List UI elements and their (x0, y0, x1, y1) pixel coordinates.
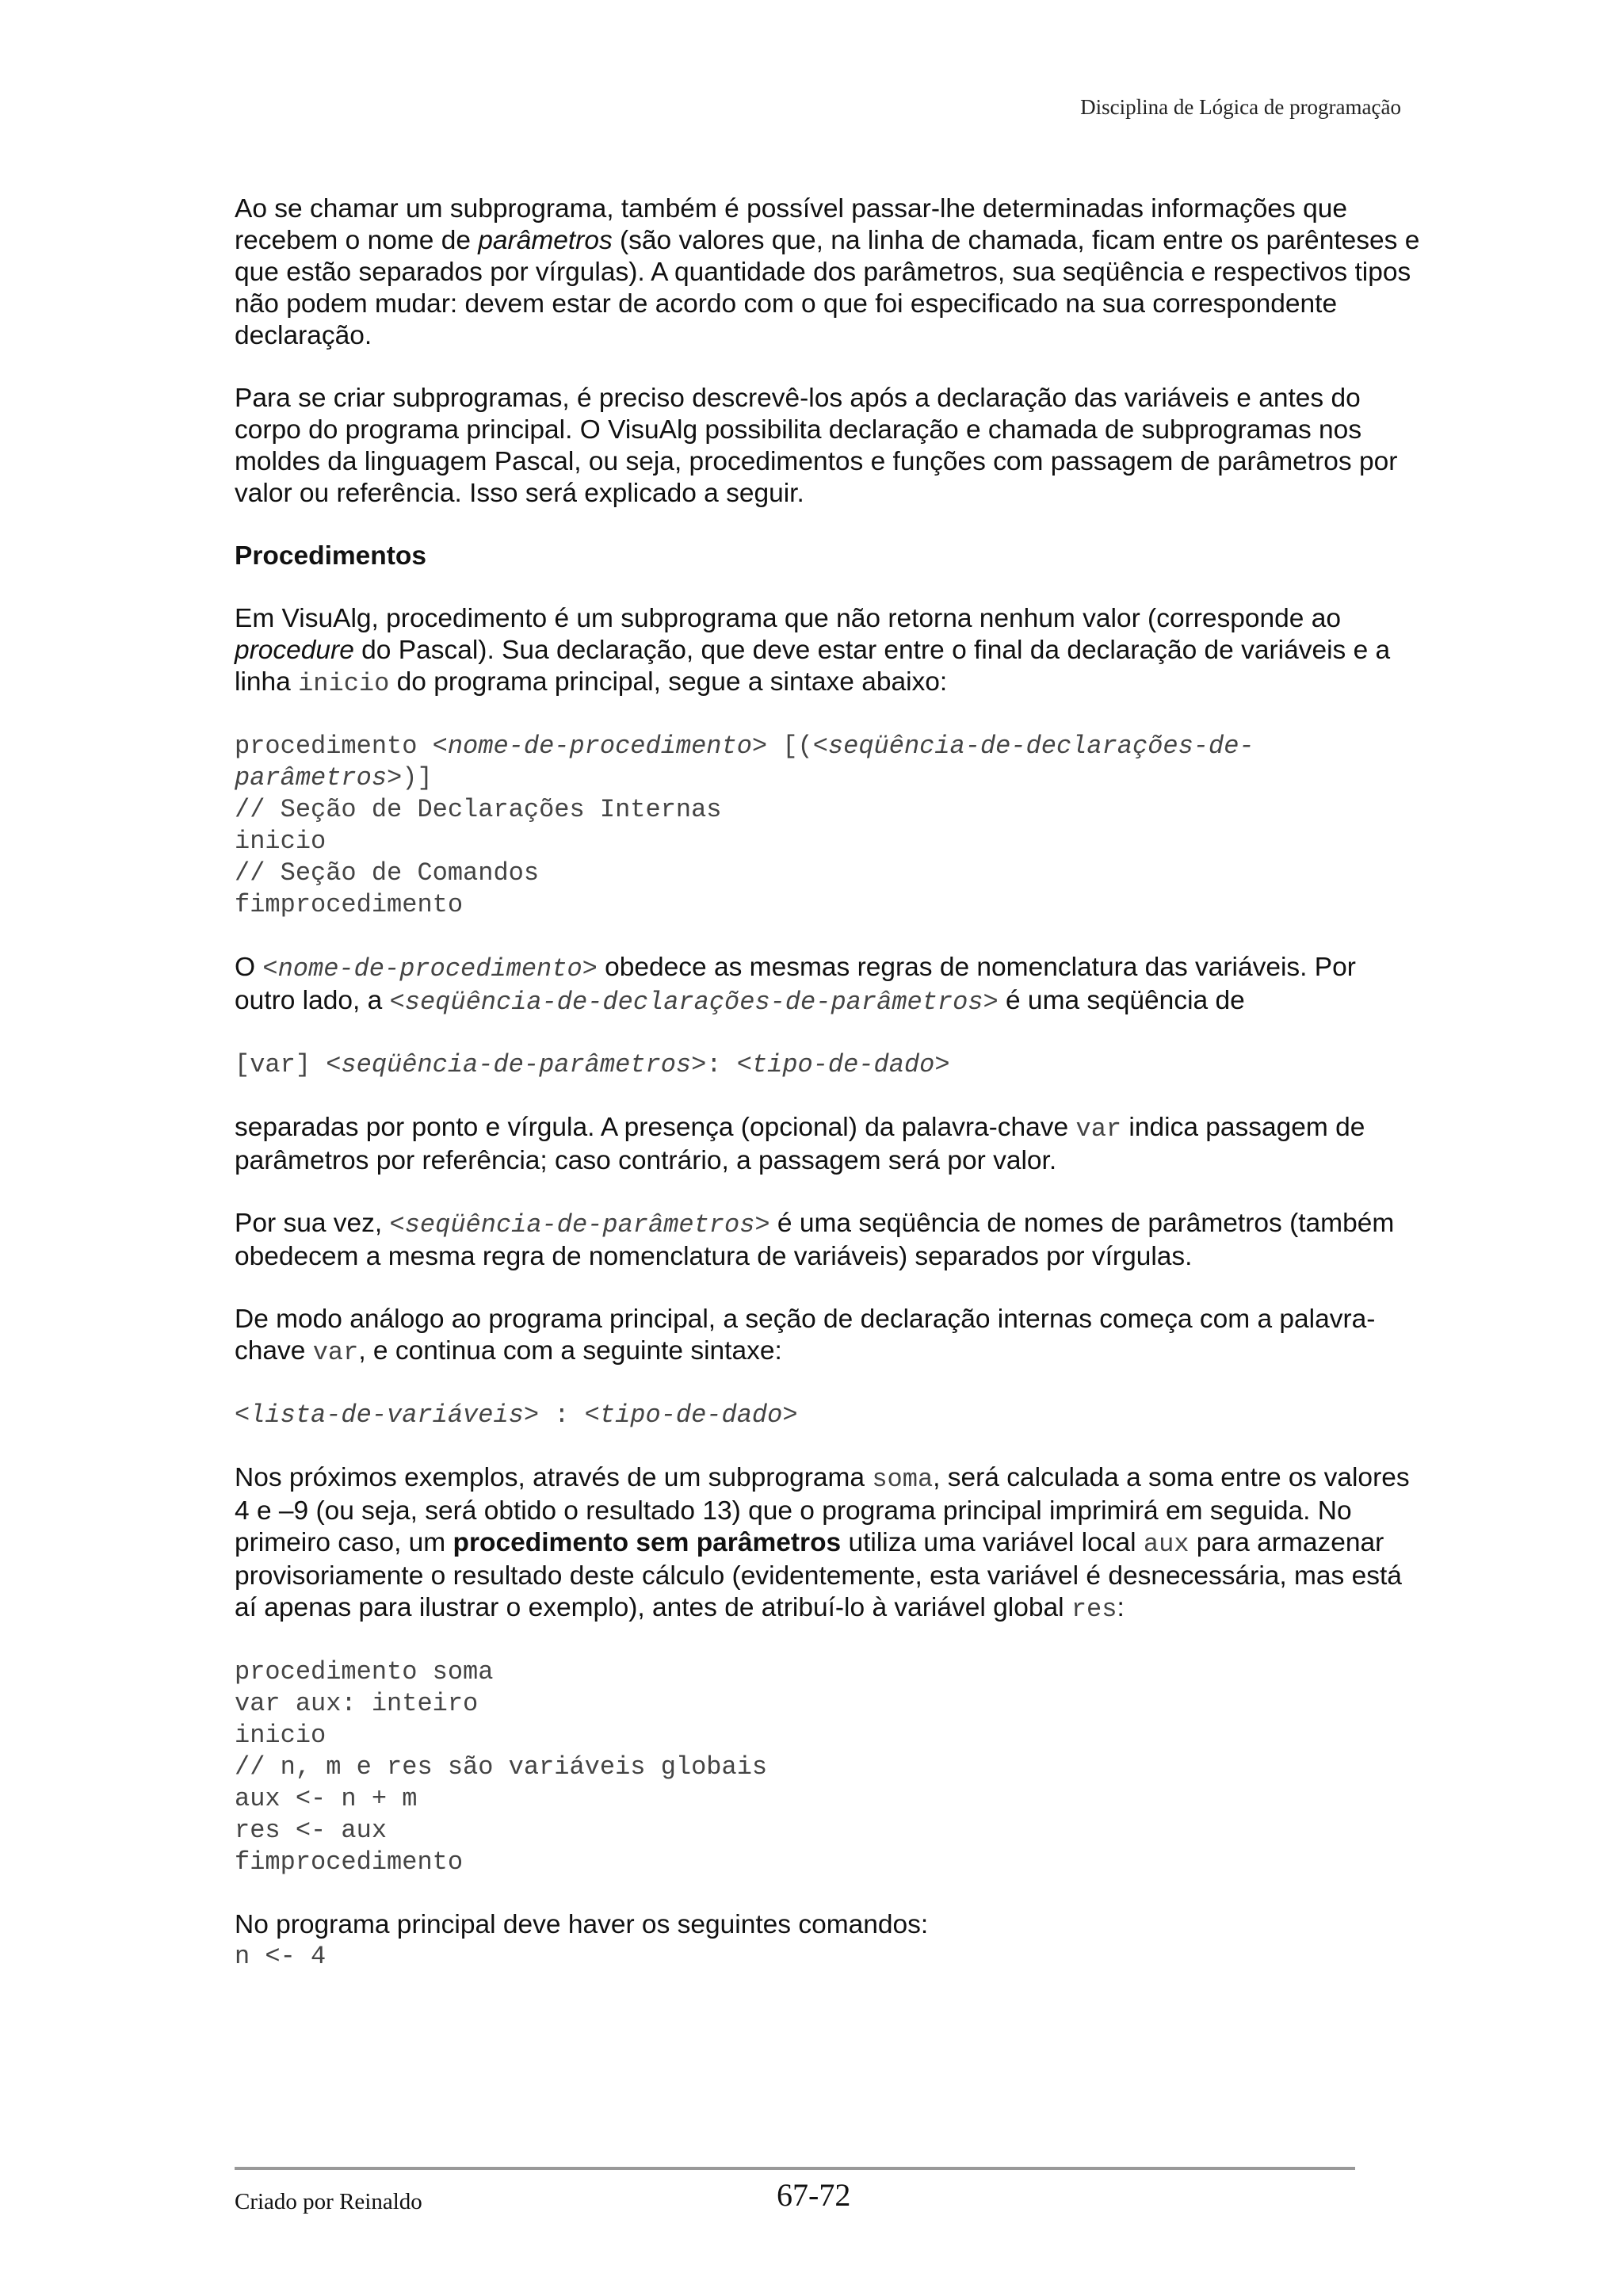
code-line: procedimento soma (235, 1657, 494, 1687)
code-line: inicio (235, 1721, 327, 1750)
syntax-lista-variaveis: <lista-de-variáveis> : <tipo-de-dado> (235, 1400, 798, 1430)
paragraph-var-referencia: separadas por ponto e vírgula. A presença (opcional) da palavra-chave var indica passagem de parâmetros por referência; caso contrário, a passagem será por valor. (235, 1113, 1365, 1175)
paragraph-programa-principal: No programa principal deve haver os seguintes comandos: (235, 1910, 929, 1939)
paragraph-procedimento-def: Em VisuAlg, procedimento é um subprograma que não retorna nenhum valor (corresponde ao procedure do Pascal). Sua declaração, que deve estar entre o final da declaração de variáveis e a linha inicio do programa principal, segue a sintaxe abaixo: (235, 604, 1391, 698)
page-number: 67-72 (777, 2177, 851, 2213)
code-line: fimprocedimento (235, 1847, 464, 1877)
inline-code: inicio (298, 669, 390, 698)
code-line: res <- aux (235, 1816, 388, 1845)
code-line-main: n <- 4 (235, 1942, 327, 1971)
paragraph-criar-subprogramas: Para se criar subprogramas, é preciso descrevê-los após a declaração das variáveis e antes do corpo do programa principal. O VisuAlg possibilita declaração e chamada de subprogramas nos moldes da linguagem Pascal, ou seja, procedimentos e funções com passagem de parâmetros por valor ou referência. Isso será explicado a seguir. (235, 384, 1398, 508)
syntax-parametros: [var] <seqüência-de-parâmetros>: <tipo-de-dado> (235, 1050, 950, 1079)
document-body (235, 193, 1423, 1973)
syntax-block: procedimento <nome-de-procedimento> [(<seqüência-de-declarações-de- parâmetros>)] // Seção de Declarações Internas inicio // Seção de Comandos fimprocedimento (235, 732, 1254, 919)
paragraph-declaracao-internas: De modo análogo ao programa principal, a seção de declaração internas começa com a palavra-chave var, e continua com a seguinte sintaxe: (235, 1305, 1376, 1367)
page-header: Disciplina de Lógica de programação (1080, 95, 1401, 119)
code-line: // n, m e res são variáveis globais (235, 1752, 768, 1782)
code-line: var aux: inteiro (235, 1689, 479, 1718)
footer-author: Criado por Reinaldo (235, 2189, 422, 2214)
section-heading: Procedimentos (235, 541, 427, 571)
paragraph-nome-procedimento: O <nome-de-procedimento> obedece as mesmas regras de nomenclatura das variáveis. Por outro lado, a <seqüência-de-declarações-de-parâmetros> é uma seqüência de (235, 953, 1356, 1017)
emphasis-parametros: parâmetros (478, 226, 613, 255)
footer-divider (235, 2167, 1355, 2170)
code-line: aux <- n + m (235, 1784, 418, 1813)
paragraph-parametros: Ao se chamar um subprograma, também é possível passar-lhe determinadas informações que recebem o nome de parâmetros (são valores que, na linha de chamada, ficam entre os parênteses e que estão separados por vírgulas). A quantidade dos parâmetros, sua seqüência e respectivos tipos não podem mudar: devem estar de acordo com o que foi especificado na sua correspondente declaração. (235, 194, 1420, 350)
paragraph-sequencia-parametros: Por sua vez, <seqüência-de-parâmetros> é uma seqüência de nomes de parâmetros (também obedecem a mesma regra de nomenclatura de variáveis) separados por vírgulas. (235, 1209, 1395, 1271)
paragraph-exemplos: Nos próximos exemplos, através de um subprograma soma, será calculada a soma entre os valores 4 e –9 (ou seja, será obtido o resultado 13) que o programa principal imprimirá em seguida. No primeiro caso, um procedimento sem parâmetros utiliza uma variável local aux para armazenar provisoriamente o resultado deste cálculo (evidentemente, esta variável é desnecessária, mas está aí apenas para ilustrar o exemplo), antes de atribuí-lo à variável global res: (235, 1463, 1410, 1624)
example-code-block (235, 1656, 1423, 1878)
